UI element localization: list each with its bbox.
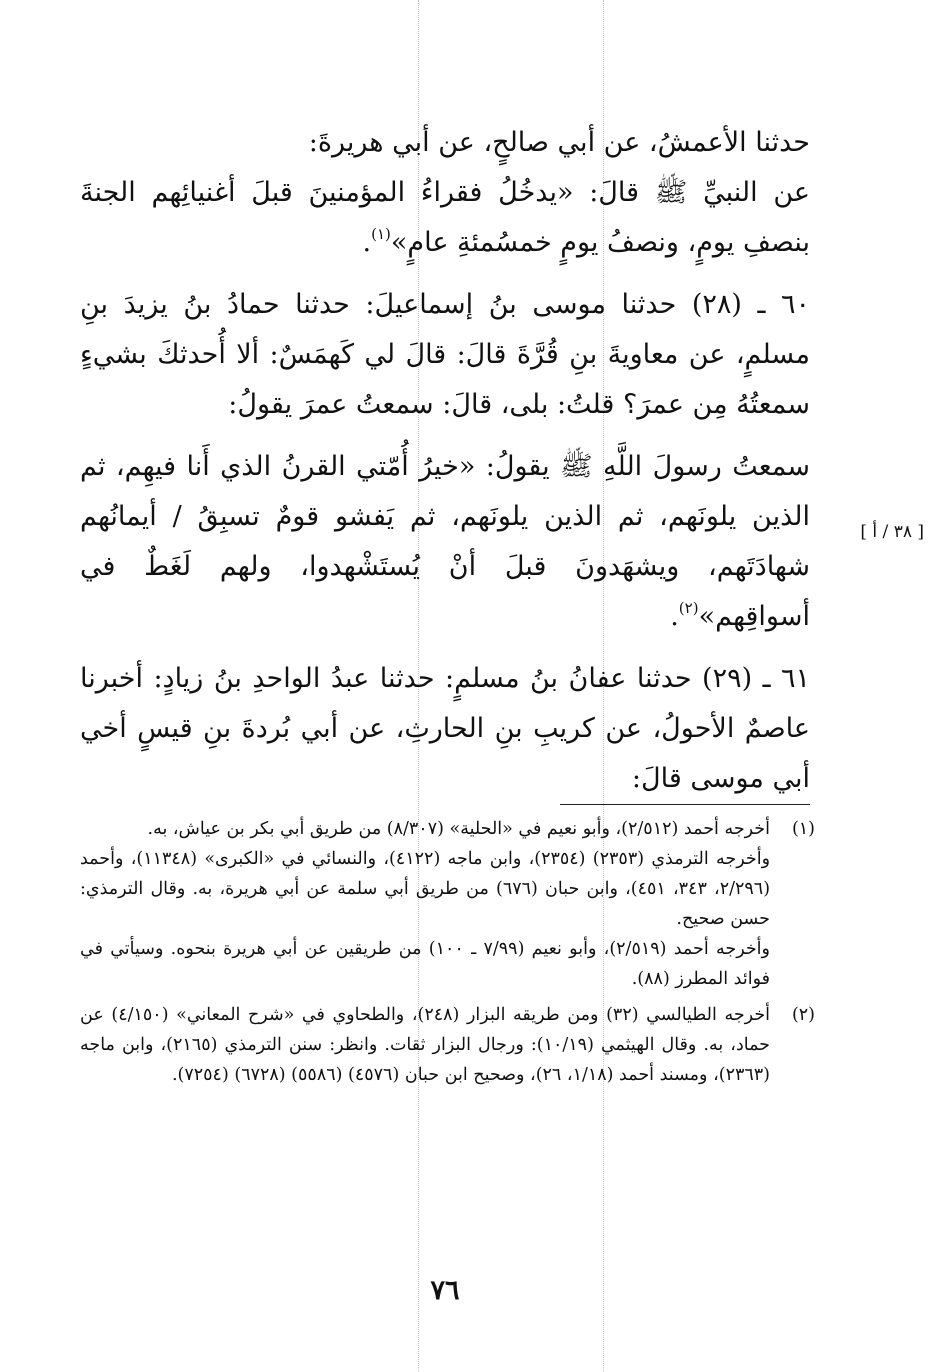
footnote-number: (١) — [791, 819, 815, 839]
page-number: ٧٦ — [430, 1275, 460, 1306]
hadith-61-paragraph: ٦١ ـ (٢٩) حدثنا عفانُ بنُ مسلمٍ: حدثنا عبدُ الواحدِ بنُ زيادٍ: أخبرنا عاصمٌ الأحولُ، عن كريبِ بنِ الحارثِ، عن أبي بُردةَ بنِ قيسٍ أخي أبي موسى قالَ: — [80, 663, 810, 794]
footnote-number: (٢) — [791, 1005, 815, 1025]
footnote — [80, 1000, 815, 1090]
manuscript-folio-marker: [ ٣٨ / أ ] — [860, 522, 924, 542]
hadith-60-paragraph: ٦٠ ـ (٢٨) حدثنا موسى بنُ إسماعيلَ: حدثنا حمادُ بنُ يزيدَ بنِ مسلمٍ، عن معاويةَ بنِ قُرَّةَ قالَ: قالَ لي كَهمَسٌ: ألا أُحدثكَ بشيءٍ سمعتُهُ مِن عمرَ؟ قلتُ: بلى، قالَ: سمعتُ عمرَ يقولُ: — [80, 289, 811, 420]
footnote-ref: (١) — [371, 225, 391, 243]
footnote-paragraph: وأخرجه الترمذي (٢٣٥٣) (٢٣٥٤)، وابن ماجه (٤١٢٢)، والنسائي في «الكبرى» (١١٣٤٨)، وأحمد (٢/٢٩٦، ٣٤٣، ٤٥١)، وابن حبان (٦٧٦) من طريق أبي سلمة عن أبي هريرة، به. وقال الترمذي: حسن صحيح. — [80, 849, 771, 929]
main-text — [80, 118, 810, 804]
hadith-text-paragraph: سمعتُ رسولَ اللَّهِ ﷺ يقولُ: «خيرُ أُمّتي القرنُ الذي أَنا فيهِم، ثم الذين يلونَهم، ثم الذين يلونَهم، ثم يَفشو قومٌ تسبِقُ / أيمانُهم شهادَتَهم، ويشهَدونَ قبلَ أنْ يُستَشْهدوا، ولهم لَغَطٌ في أسواقِهم»$^{(٢)}$. — [80, 451, 810, 632]
footnote-separator — [560, 804, 810, 805]
footnote-paragraph: أخرجه الطيالسي (٣٢) ومن طريقه البزار (٢٤٨)، والطحاوي في «شرح المعاني» (٤/١٥٠) عن حماد، به. وقال الهيثمي (١٠/١٩): ورجال البزار ثقات. وانظر: سنن الترمذي (٢١٦٥)، وابن ماجه (٢٣٦٣)، ومسند أحمد (١/١٨، ٢٦)، وصحيح ابن حبان (٤٥٧٦) (٥٥٨٦) (٦٧٢٨) (٧٢٥٤). — [80, 1005, 771, 1085]
footnote-paragraph: وأخرجه أحمد (٢/٥١٩)، وأبو نعيم (٧/٩٩ ـ ١٠٠) من طريقين عن أبي هريرة بنحوه. وسيأتي في فوائد المطرز (٨٨). — [80, 939, 770, 989]
footnote-paragraph: أخرجه أحمد (٢/٥١٢)، وأبو نعيم في «الحلية» (٨/٣٠٧) من طريق أبي بكر بن عياش، به. — [147, 819, 770, 839]
footnote — [80, 814, 815, 994]
hadith-chain-paragraph: حدثنا الأعمشُ، عن أبي صالحٍ، عن أبي هريرةَ: — [308, 127, 810, 158]
footnote-ref: (٢) — [678, 599, 699, 617]
hadith-text-paragraph: عن النبيِّ ﷺ قالَ: «يدخُلُ فقراءُ المؤمنينَ قبلَ أغنيائِهم الجنةَ بنصفِ يومٍ، ونصفُ يومٍ خمسُمئةِ عامٍ»$^{(١)}$. — [80, 177, 810, 258]
footnotes — [80, 814, 815, 1090]
hadith-text: عن النبيِّ ﷺ قالَ: «يدخُلُ فقراءُ المؤمنينَ قبلَ أغنيائِهم الجنةَ بنصفِ يومٍ، ونصفُ يومٍ خمسُمئةِ عامٍ» — [80, 177, 810, 258]
hadith-text: سمعتُ رسولَ اللَّهِ ﷺ يقولُ: «خيرُ أُمّتي القرنُ الذي أَنا فيهِم، ثم الذين يلونَهم، ثم الذين يلونَهم، ثم يَفشو قومٌ تسبِقُ / أيمانُهم شهادَتَهم، ويشهَدونَ قبلَ أنْ يُستَشْهدوا، ولهم لَغَطٌ في أسواقِهم» — [80, 451, 810, 632]
